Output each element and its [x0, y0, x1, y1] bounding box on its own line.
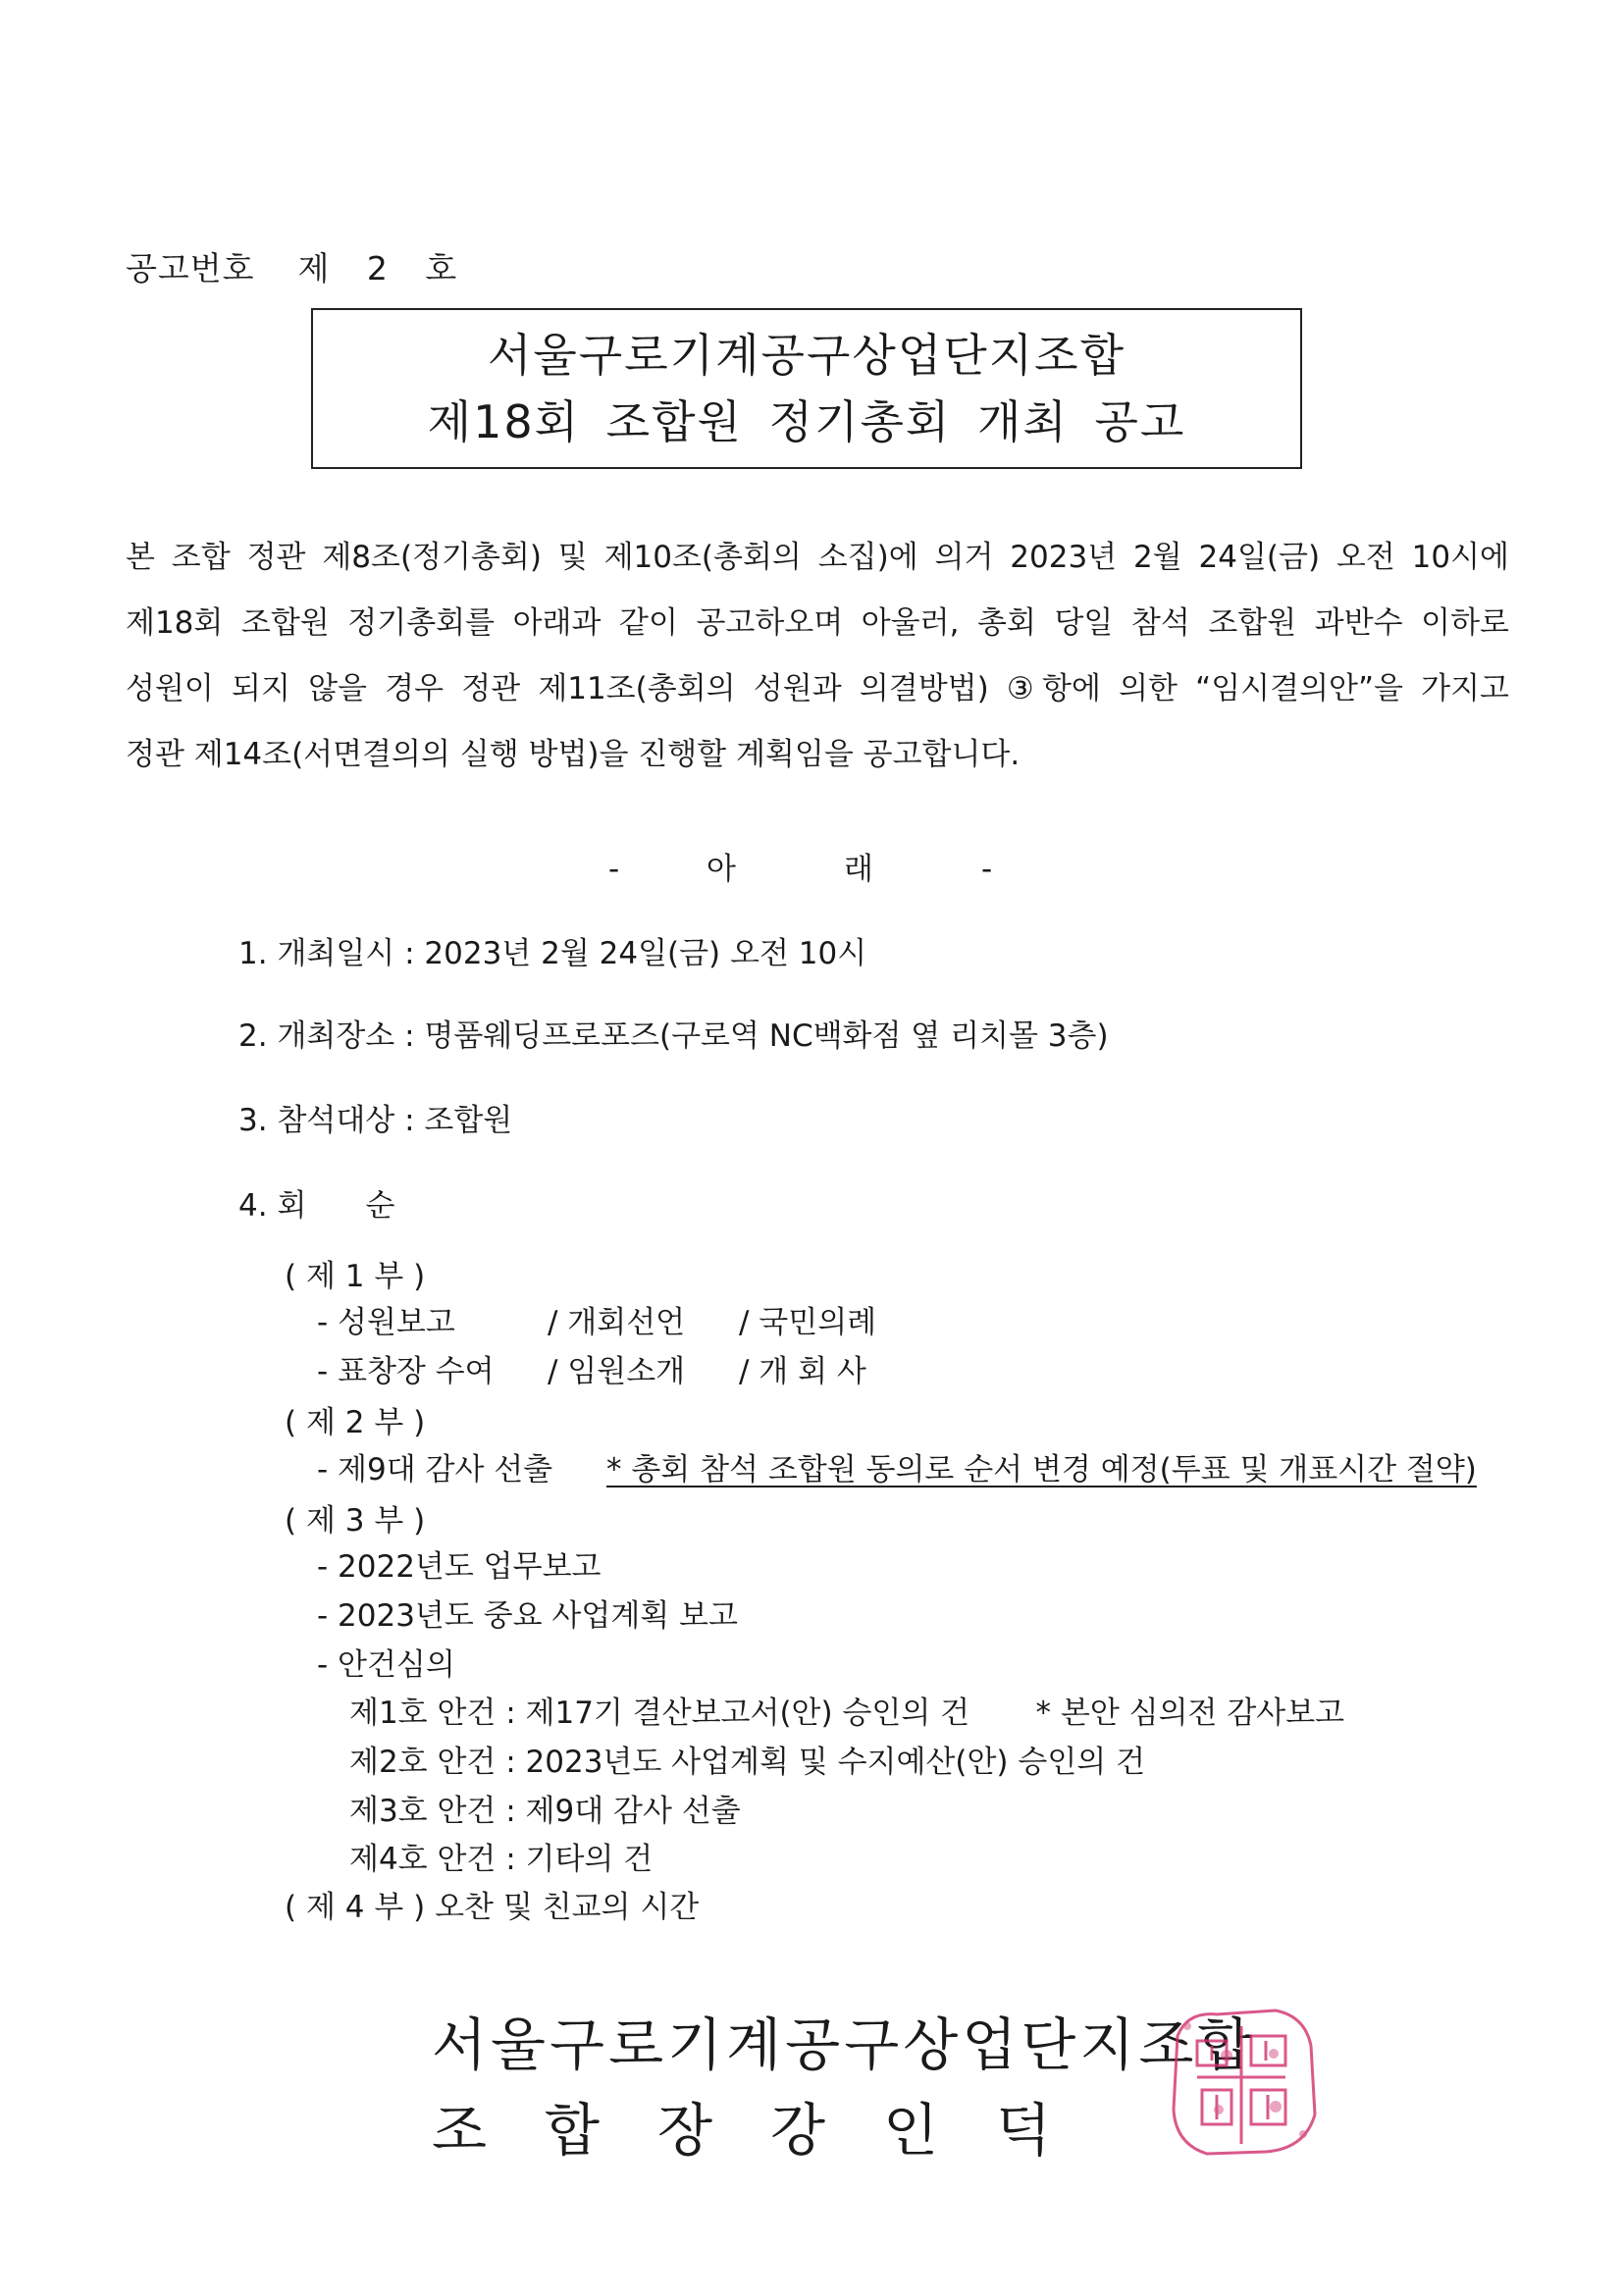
item-number: 2.: [238, 1018, 268, 1054]
item-number: 4.: [238, 1188, 268, 1224]
agenda-row: 제4호 안건 : 기타의 건: [349, 1842, 654, 1877]
part2-note: * 총회 참석 조합원 동의로 순서 변경 예정(투표 및 개표시간 절약): [606, 1452, 1477, 1487]
item-label: 개최일시: [277, 936, 395, 971]
part2-row: - 제9대 감사 선출 * 총회 참석 조합원 동의로 순서 변경 예정(투표 및 개표시간 절약): [317, 1452, 1477, 1487]
notice-number: [126, 243, 470, 289]
item-value: 명품웨딩프로포즈(구로역 NC백화점 옆 리치몰 3층): [424, 1018, 1109, 1054]
notice-number-value: 제 2 호: [297, 249, 471, 287]
signer-name: 조 합 장 강 인 덕: [432, 2097, 1052, 2164]
section-divider-arae: [608, 844, 994, 888]
item-label: 개최장소: [277, 1018, 395, 1054]
notice-number-label: 공고번호: [126, 249, 255, 287]
title-organization: 서울구로기계공구상업단지조합: [487, 329, 1126, 382]
divider-rae: 래: [844, 852, 875, 887]
item-target: 3. 참석대상 : 조합원: [238, 1103, 513, 1138]
title-heading: 제18회 조합원 정기총회 개최 공고: [427, 395, 1186, 448]
part1-row: - 표창장 수여 / 임원소개 / 개 회 사: [317, 1354, 866, 1389]
body-line: 정관 제14조(서면결의의 실행 방법)을 진행할 계획임을 공고합니다.: [126, 737, 1021, 772]
item-label: 회: [277, 1188, 307, 1224]
part3-item: - 안건심의: [317, 1647, 455, 1683]
body-line: 제18회 조합원 정기총회를 아래과 같이 공고하오며 아울러, 총회 당일 참석 조합원 과반수 이하로: [126, 605, 1509, 641]
part1-header: ( 제 1 부 ): [285, 1259, 426, 1294]
seal-stamp-icon: [1158, 1997, 1325, 2164]
agenda-row: 제3호 안건 : 제9대 감사 선출: [349, 1794, 741, 1829]
item-value: 조합원: [424, 1103, 513, 1138]
part3-item: - 2023년도 중요 사업계획 보고: [317, 1598, 738, 1634]
part4-header: ( 제 4 부 ): [285, 1890, 426, 1925]
item-place: 2. 개최장소 : 명품웨딩프로포즈(구로역 NC백화점 옆 리치몰 3층): [238, 1018, 1109, 1054]
part4-text: 오찬 및 친교의 시간: [435, 1890, 700, 1925]
signer-organization: 서울구로기계공구상업단지조합: [432, 2011, 1257, 2078]
item-number: 3.: [238, 1103, 268, 1138]
part1-row: - 성원보고 / 개회선언 / 국민의례: [317, 1305, 877, 1340]
divider-dash: -: [981, 852, 995, 887]
agenda-row: 제2호 안건 : 2023년도 사업계획 및 수지예산(안) 승인의 건: [349, 1745, 1146, 1780]
divider-dash: -: [608, 852, 622, 887]
notice-body: [126, 538, 1509, 801]
divider-a: 아: [707, 852, 738, 887]
item-order: [238, 1180, 394, 1225]
body-line: 성원이 되지 않을 경우 정관 제11조(총회의 성원과 의결방법) ③항에 의한 “임시결의안”을 가지고: [126, 671, 1509, 706]
body-line: 본 조합 정관 제8조(정기총회) 및 제10조(총회의 소집)에 의거 2023년 2월 24일(금) 오전 10시에: [126, 540, 1509, 575]
item-number: 1.: [238, 936, 268, 971]
item-label: 순: [365, 1188, 395, 1224]
part3-header: ( 제 3 부 ): [285, 1503, 426, 1539]
item-date: 1. 개최일시 : 2023년 2월 24일(금) 오전 10시: [238, 936, 867, 971]
item-value: 2023년 2월 24일(금) 오전 10시: [424, 936, 867, 971]
part4-row: [285, 1882, 699, 1926]
part3-item: - 2022년도 업무보고: [317, 1549, 602, 1585]
part2-header: ( 제 2 부 ): [285, 1405, 426, 1440]
item-label: 참석대상: [277, 1103, 395, 1138]
title-box: [311, 308, 1302, 469]
agenda-row: 제1호 안건 : 제17기 결산보고서(안) 승인의 건 * 본안 심의전 감사보고: [349, 1696, 1345, 1731]
